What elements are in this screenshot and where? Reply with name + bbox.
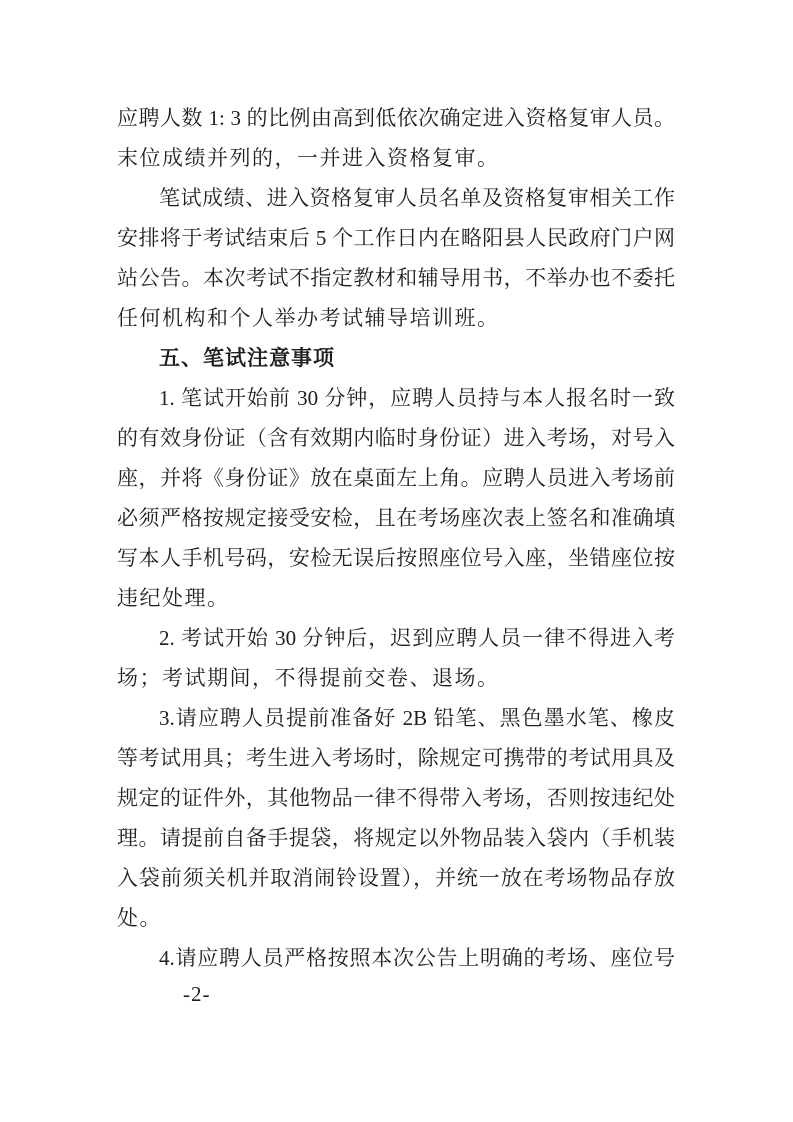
text-line: 任何机构和个人举办考试辅导培训班。: [117, 306, 500, 330]
text-line: 等考试用具；考生进入考场时，除规定可携带的考试用具及: [117, 746, 675, 770]
text-line: 场；考试期间，不得提前交卷、退场。: [117, 666, 500, 690]
text-line: 2. 考试开始 30 分钟后，迟到应聘人员一律不得进入考: [159, 626, 675, 650]
page-number: -2-: [183, 982, 211, 1006]
text-line: 必须严格按规定接受安检，且在考场座次表上签名和准确填: [117, 506, 675, 530]
text-line: 座，并将《身份证》放在桌面左上角。应聘人员进入考场前: [117, 466, 675, 490]
text-line: 笔试成绩、进入资格复审人员名单及资格复审相关工作: [159, 186, 675, 210]
text-line: 安排将于考试结束后 5 个工作日内在略阳县人民政府门户网: [117, 226, 675, 250]
text-line: 末位成绩并列的，一并进入资格复审。: [117, 146, 500, 170]
text-line: 4.请应聘人员严格按照本次公告上明确的考场、座位号: [159, 946, 675, 970]
text-line: 应聘人数 1: 3 的比例由高到低依次确定进入资格复审人员。: [117, 106, 675, 130]
text-line: 的有效身份证（含有效期内临时身份证）进入考场，对号入: [117, 426, 675, 450]
text-line: 处。: [117, 906, 162, 930]
text-line: 1. 笔试开始前 30 分钟，应聘人员持与本人报名时一致: [159, 386, 675, 410]
section-heading: 五、笔试注意事项: [159, 346, 335, 370]
text-line: 入袋前须关机并取消闹铃设置），并统一放在考场物品存放: [117, 866, 675, 890]
text-line: 写本人手机号码，安检无误后按照座位号入座，坐错座位按: [117, 546, 675, 570]
text-line: 违纪处理。: [117, 586, 230, 610]
text-line: 理。请提前自备手提袋，将规定以外物品装入袋内（手机装: [117, 826, 675, 850]
text-line: 站公告。本次考试不指定教材和辅导用书，不举办也不委托: [117, 266, 675, 290]
body-text: [117, 98, 675, 978]
text-line: 规定的证件外，其他物品一律不得带入考场，否则按违纪处: [117, 786, 675, 810]
text-line: 3.请应聘人员提前准备好 2B 铅笔、黑色墨水笔、橡皮: [159, 706, 675, 730]
